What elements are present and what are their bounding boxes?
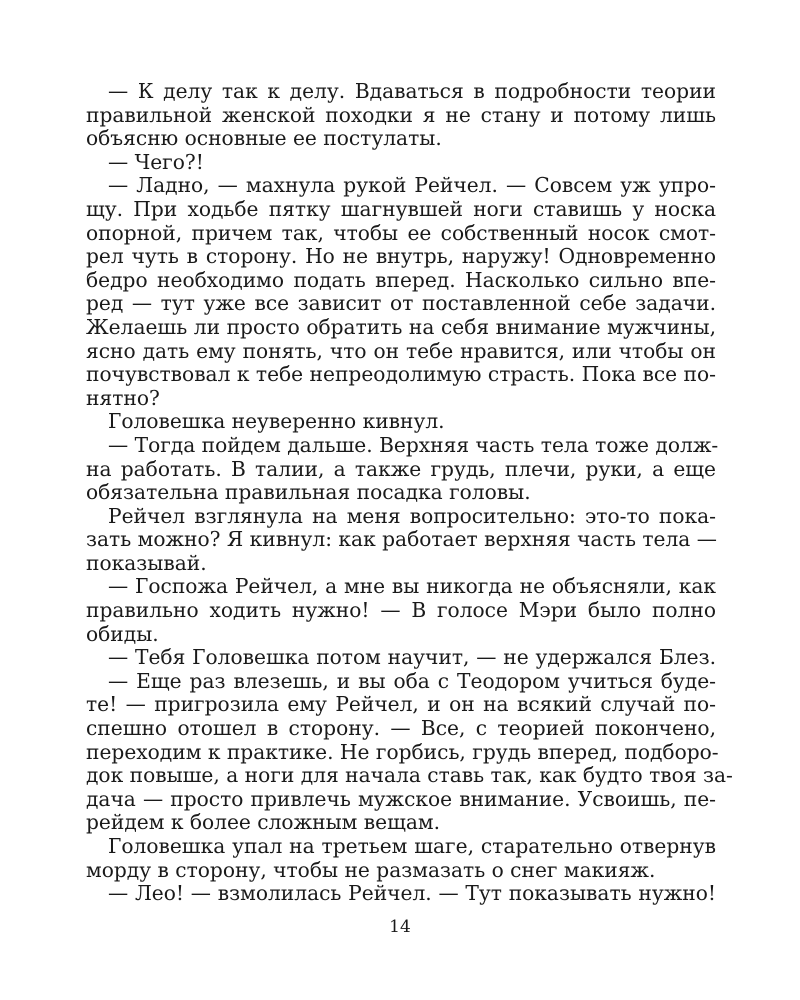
text-line: — Лео! — взмолилась Рейчел. — Тут показывать нужно! — [108, 881, 716, 906]
text-line: нятно? — [86, 385, 160, 410]
text-line: — Госпожа Рейчел, а мне вы никогда не объясняли, как — [108, 574, 716, 599]
book-page-text — [86, 79, 733, 906]
text-line: рейдем к более сложным вещам. — [86, 810, 441, 835]
text-line: правильной женской походки я не стану и потому лишь — [86, 102, 716, 127]
text-line: — Еще раз влезешь, и вы оба с Теодором учиться буде- — [108, 668, 716, 693]
text-line: те! — пригрозила ему Рейчел, и он на всякий случай по- — [86, 692, 716, 717]
text-line: ясно дать ему понять, что он тебе нравится, или чтобы он — [86, 338, 716, 363]
text-line: обиды. — [86, 621, 159, 646]
text-line: зать можно? Я кивнул: как работает верхняя часть тела — — [86, 527, 717, 552]
text-line: бедро необходимо подать вперед. Насколько сильно впе- — [86, 267, 716, 292]
text-line: на работать. В талии, а также грудь, плечи, руки, а еще — [86, 456, 716, 481]
text-line: — Чего?! — [108, 149, 204, 174]
text-line: док повыше, а ноги для начала ставь так, как будто твоя за- — [86, 763, 733, 788]
text-line: рел чуть в сторону. Но не внутрь, наружу! Одновременно — [86, 244, 716, 269]
text-line: показывай. — [86, 550, 207, 575]
text-line: Рейчел взглянула на меня вопросительно: это-то пока- — [108, 503, 716, 528]
text-line: ред — тут уже все зависит от поставленной себе задачи. — [86, 291, 716, 316]
text-line: опорной, причем так, чтобы ее собственный носок смот- — [86, 220, 716, 245]
text-line: правильно ходить нужно! — В голосе Мэри было полно — [86, 598, 716, 623]
text-line: морду в сторону, чтобы не размазать о снег макияж. — [86, 857, 656, 882]
text-line: почувствовал к тебе непреодолимую страсть. Пока все по- — [86, 362, 716, 387]
text-line: — Тогда пойдем дальше. Верхняя часть тела тоже долж- — [108, 432, 719, 457]
page-number: 14 — [389, 917, 411, 937]
text-line: дача — просто привлечь мужское внимание. Усвоишь, пе- — [86, 786, 716, 811]
text-line: щу. При ходьбе пятку шагнувшей ноги ставишь у носка — [86, 196, 716, 221]
text-line: Головешка неуверенно кивнул. — [108, 409, 445, 434]
text-line: Желаешь ли просто обратить на себя внимание мужчины, — [86, 314, 716, 339]
text-line: переходим к практике. Не горбись, грудь вперед, подборо- — [86, 739, 719, 764]
text-line: — К делу так к делу. Вдаваться в подробности теории — [108, 79, 716, 103]
text-line: объясню основные ее постулаты. — [86, 126, 442, 151]
text-line: — Тебя Головешка потом научит, — не удержался Блез. — [108, 645, 716, 670]
text-line: спешно отошел в сторону. — Все, с теорией покончено, — [86, 716, 716, 741]
text-line: — Ладно, — махнула рукой Рейчел. — Совсем уж упро- — [108, 173, 716, 198]
text-line: обязательна правильная посадка головы. — [86, 480, 531, 505]
text-line: Головешка упал на третьем шаге, старательно отвернув — [108, 834, 716, 858]
